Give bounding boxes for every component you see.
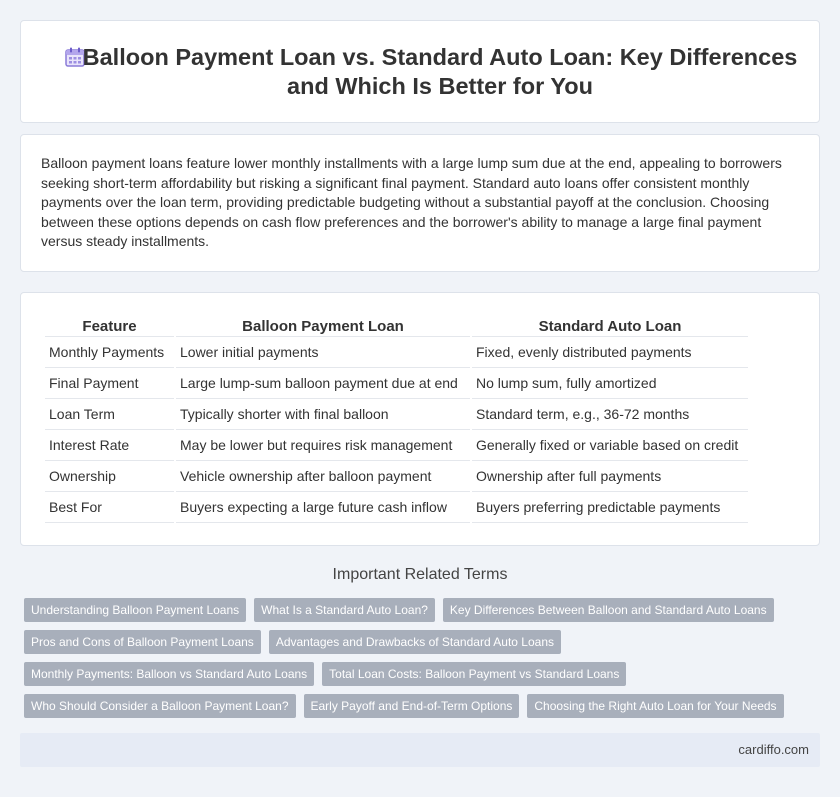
column-header-balloon: Balloon Payment Loan bbox=[176, 315, 470, 337]
table-cell: Fixed, evenly distributed payments bbox=[472, 337, 748, 368]
related-term-link[interactable]: Total Loan Costs: Balloon Payment vs Standard Loans bbox=[322, 662, 626, 686]
table-row bbox=[45, 399, 748, 430]
table-cell: Final Payment bbox=[45, 368, 174, 399]
table-cell: Interest Rate bbox=[45, 430, 174, 461]
table-cell: Buyers preferring predictable payments bbox=[472, 492, 748, 523]
column-header-feature: Feature bbox=[45, 315, 174, 337]
table-row bbox=[45, 461, 748, 492]
comparison-table bbox=[43, 315, 750, 523]
related-term-link[interactable]: Early Payoff and End-of-Term Options bbox=[304, 694, 520, 718]
table-cell: Loan Term bbox=[45, 399, 174, 430]
table-cell: Typically shorter with final balloon bbox=[176, 399, 470, 430]
table-cell: Monthly Payments bbox=[45, 337, 174, 368]
table-cell: Ownership after full payments bbox=[472, 461, 748, 492]
related-term-link[interactable]: Monthly Payments: Balloon vs Standard Auto Loans bbox=[24, 662, 314, 686]
summary-card bbox=[20, 134, 820, 272]
table-cell: May be lower but requires risk management bbox=[176, 430, 470, 461]
comparison-table-card bbox=[20, 292, 820, 546]
column-header-standard: Standard Auto Loan bbox=[472, 315, 748, 337]
related-term-link[interactable]: Who Should Consider a Balloon Payment Loan? bbox=[24, 694, 296, 718]
page-title: Balloon Payment Loan vs. Standard Auto Loan: Key Differences and Which Is Better for You bbox=[82, 44, 798, 99]
table-cell: Lower initial payments bbox=[176, 337, 470, 368]
tag-row bbox=[24, 694, 804, 718]
related-term-link[interactable]: Understanding Balloon Payment Loans bbox=[24, 598, 246, 622]
related-terms-list bbox=[24, 598, 804, 726]
table-row bbox=[45, 430, 748, 461]
table-cell: Large lump-sum balloon payment due at end bbox=[176, 368, 470, 399]
table-cell: Standard term, e.g., 36-72 months bbox=[472, 399, 748, 430]
table-row bbox=[45, 492, 748, 523]
tag-row bbox=[24, 630, 804, 654]
tag-row bbox=[24, 662, 804, 686]
related-term-link[interactable]: Choosing the Right Auto Loan for Your Needs bbox=[527, 694, 783, 718]
tag-row bbox=[24, 598, 804, 622]
table-header-row bbox=[45, 315, 748, 337]
table-row bbox=[45, 337, 748, 368]
table-cell: Generally fixed or variable based on credit bbox=[472, 430, 748, 461]
table-cell: No lump sum, fully amortized bbox=[472, 368, 748, 399]
title-card bbox=[20, 20, 820, 123]
table-cell: Buyers expecting a large future cash inflow bbox=[176, 492, 470, 523]
related-terms-heading: Important Related Terms bbox=[332, 566, 508, 583]
footer bbox=[20, 733, 820, 767]
related-term-link[interactable]: Pros and Cons of Balloon Payment Loans bbox=[24, 630, 261, 654]
related-term-link[interactable]: Advantages and Drawbacks of Standard Auto Loans bbox=[269, 630, 561, 654]
related-term-link[interactable]: What Is a Standard Auto Loan? bbox=[254, 598, 435, 622]
table-cell: Best For bbox=[45, 492, 174, 523]
footer-site-link[interactable]: cardiffo.com bbox=[738, 742, 809, 757]
related-term-link[interactable]: Key Differences Between Balloon and Standard Auto Loans bbox=[443, 598, 774, 622]
table-row bbox=[45, 368, 748, 399]
summary-paragraph: Balloon payment loans feature lower monthly installments with a large lump sum due at the end, appealing to borrowers seeking short-term affordability but risking a significant final payment. Standard auto loans offer consistent monthly payments over the loan term, providing predictable budgeting without a substantial payoff at the conclusion. Choosing between these options depends on cash flow preferences and the borrower's ability to manage a large final payment versus steady installments. bbox=[41, 155, 782, 249]
table-cell: Ownership bbox=[45, 461, 174, 492]
table-cell: Vehicle ownership after balloon payment bbox=[176, 461, 470, 492]
